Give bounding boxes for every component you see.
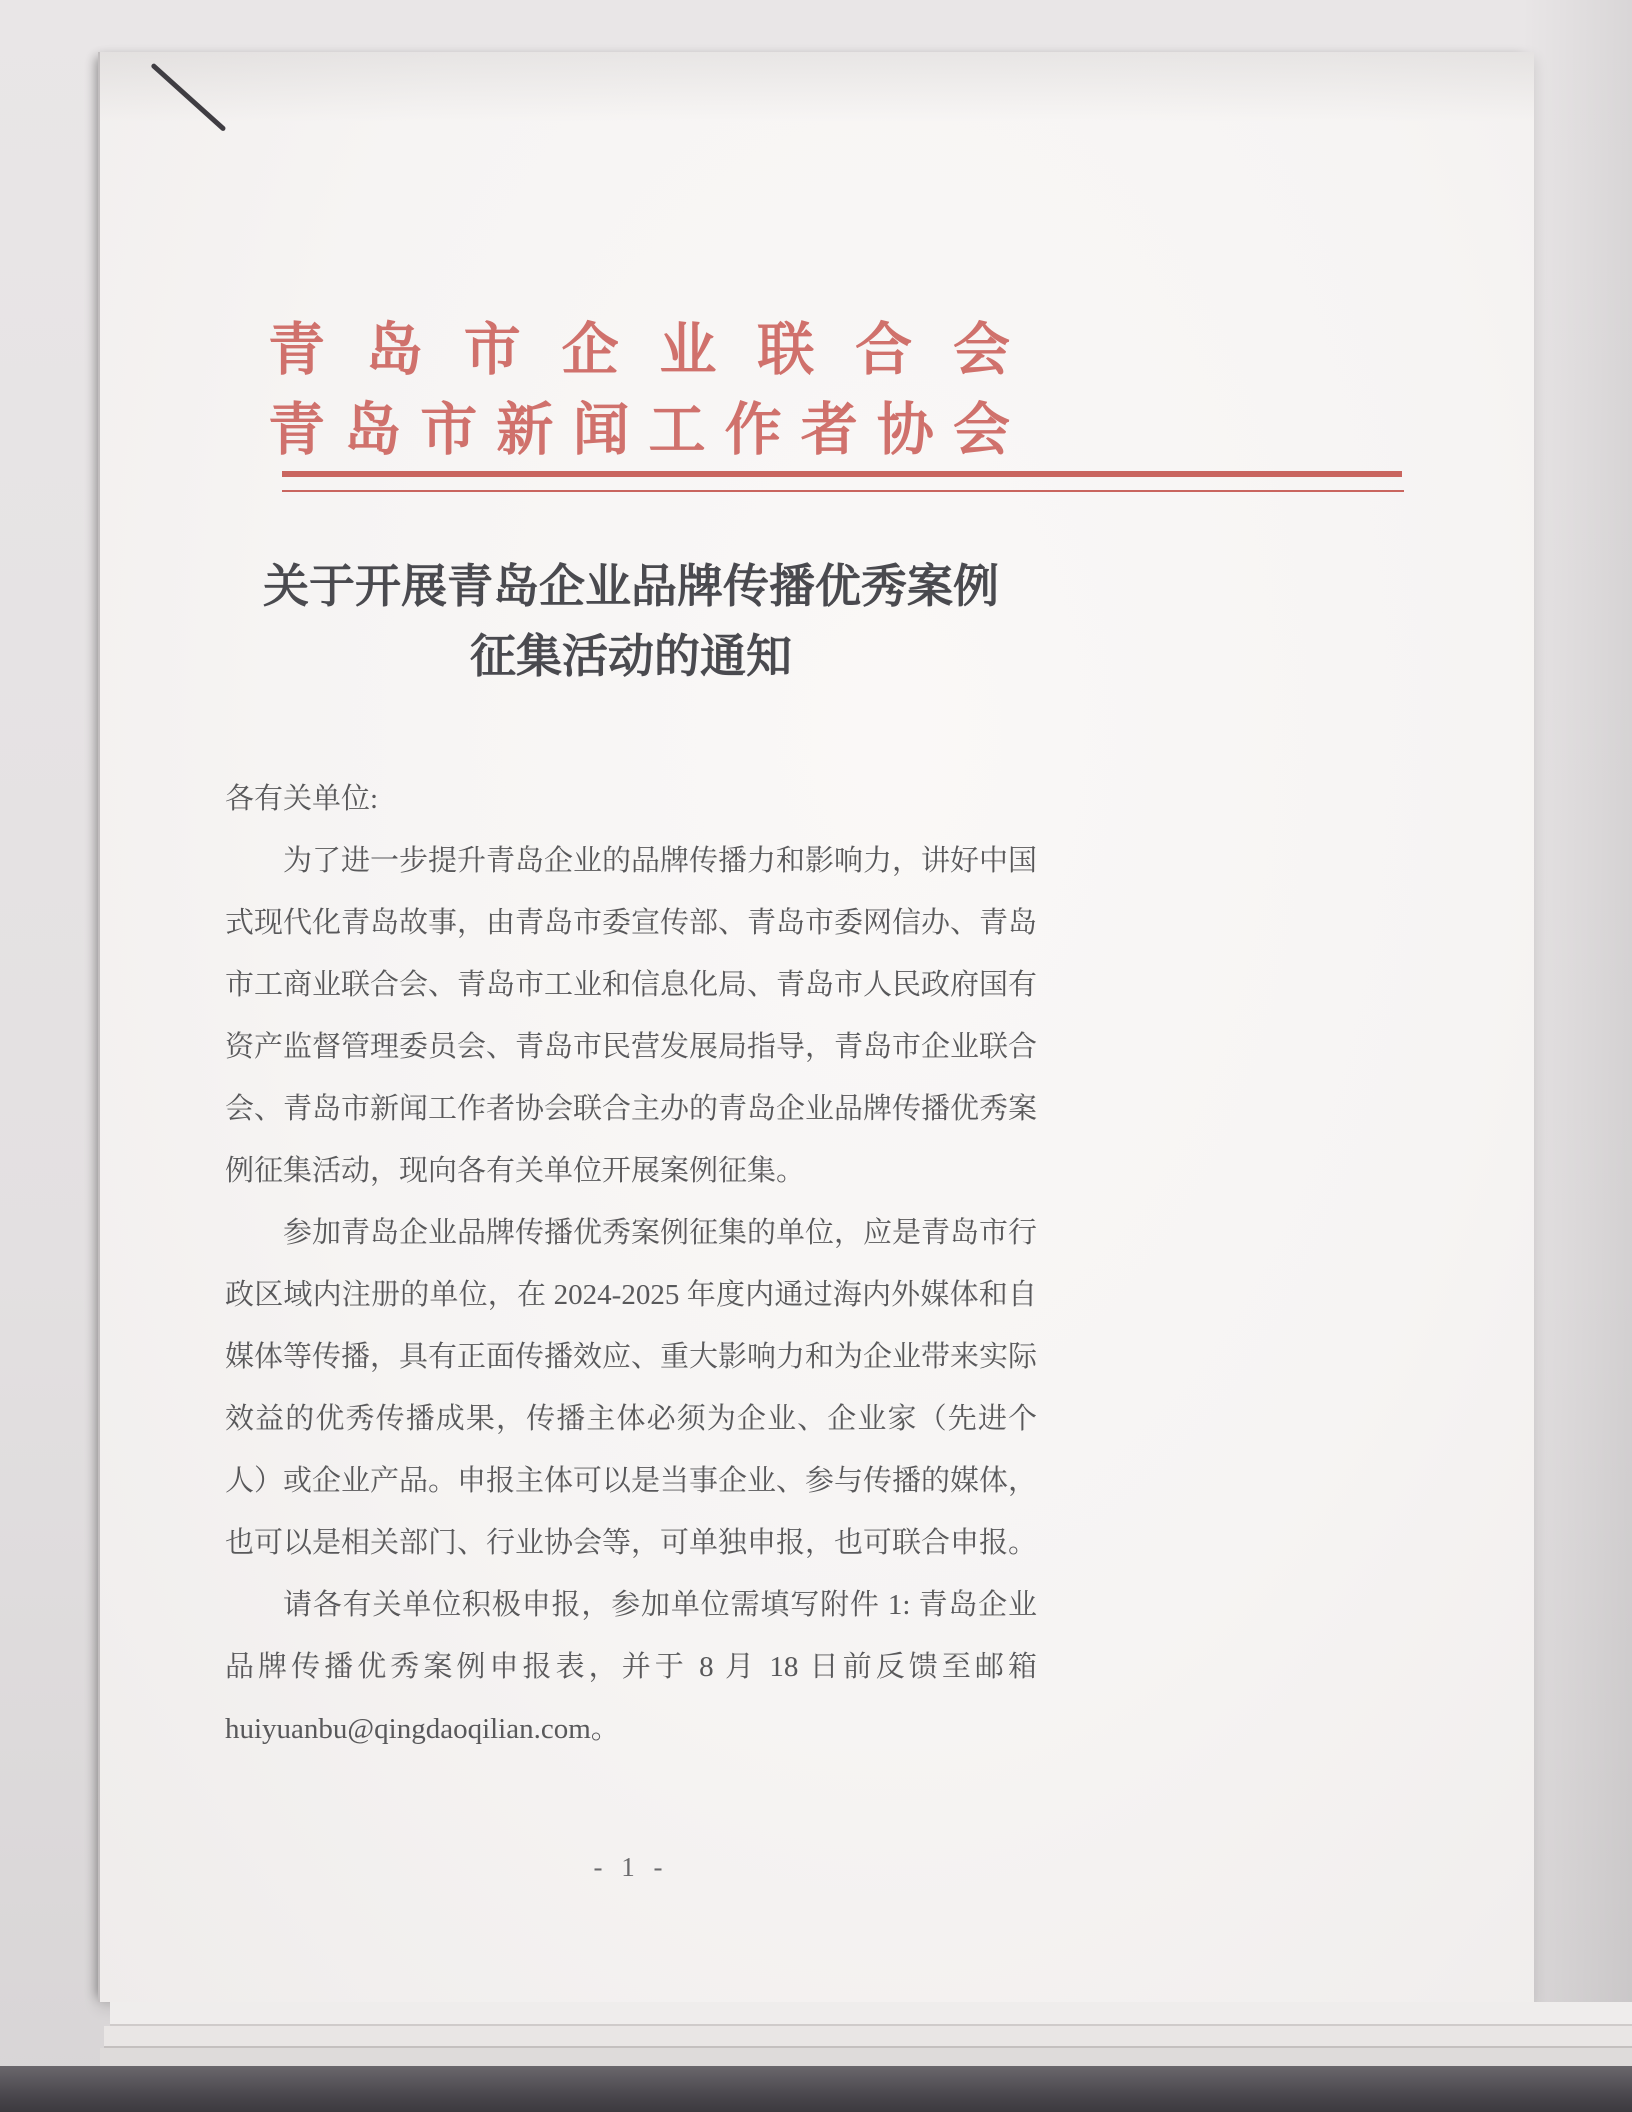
header-rule-thick <box>282 471 1402 477</box>
page-number: - 1 - <box>593 1852 669 1882</box>
document-title-line-1: 关于开展青岛企业品牌传播优秀案例 <box>263 561 999 612</box>
document-body <box>225 768 1037 1760</box>
scan-right-shadow <box>1522 0 1632 2112</box>
issuer-header <box>268 310 1010 470</box>
salutation: 各有关单位: <box>225 783 379 815</box>
body-paragraph: 请各有关单位积极申报，参加单位需填写附件 1: 青岛企业品牌传播优秀案例申报表，并于 8 月 18 日前反馈至邮箱 huiyuanbu@qingdaoqilian.com。 <box>225 1589 1037 1745</box>
body-paragraph: 参加青岛企业品牌传播优秀案例征集的单位，应是青岛市行政区域内注册的单位，在 2024-2025 年度内通过海内外媒体和自媒体等传播，具有正面传播效应、重大影响力和为企业带来实际效益的优秀传播成果，传播主体必须为企业、企业家（先进个人）或企业产品。申报主体可以是当事企业、参与传播的媒体，也可以是相关部门、行业协会等，可单独申报，也可联合申报。 <box>225 1217 1038 1559</box>
issuer-line-1: 青岛市企业联合会 <box>268 318 1010 382</box>
scan-bottom-band <box>0 2066 1632 2112</box>
paper-stack-edge <box>110 2002 1632 2026</box>
paper-stack-edge <box>104 2026 1632 2048</box>
document-title-line-2: 征集活动的通知 <box>470 631 792 682</box>
body-paragraph: 为了进一步提升青岛企业的品牌传播力和影响力，讲好中国式现代化青岛故事，由青岛市委宣传部、青岛市委网信办、青岛市工商业联合会、青岛市工业和信息化局、青岛市人民政府国有资产监督管理委员会、青岛市民营发展局指导，青岛市企业联合会、青岛市新闻工作者协会联合主办的青岛企业品牌传播优秀案例征集活动，现向各有关单位开展案例征集。 <box>225 845 1038 1187</box>
paper-stack-edge <box>100 2048 1632 2066</box>
paper-top-shadow <box>100 52 1534 122</box>
header-rule-thin <box>282 490 1404 492</box>
document-page <box>98 52 1534 2002</box>
document-title <box>225 552 1037 692</box>
issuer-line-2: 青岛市新闻工作者协会 <box>268 398 1010 462</box>
